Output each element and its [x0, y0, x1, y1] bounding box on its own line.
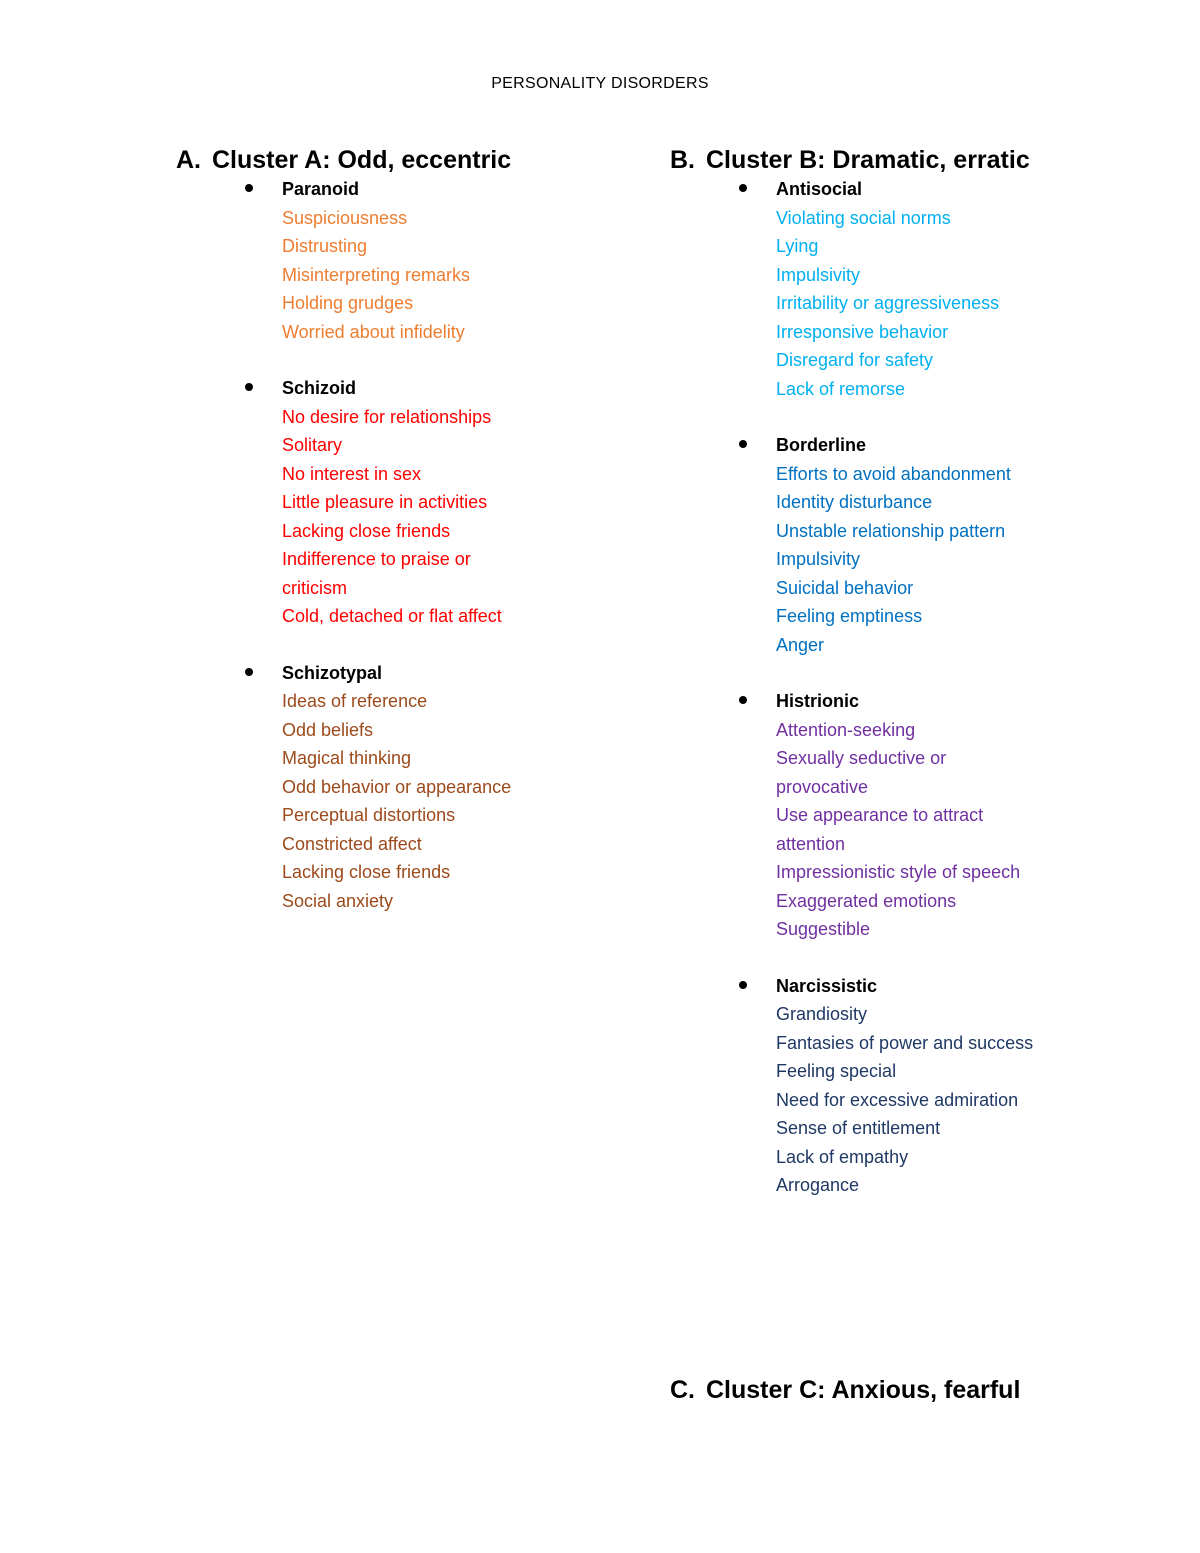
disorder-name-narcissistic: Narcissistic: [776, 972, 1090, 1001]
trait-item: Identity disturbance: [776, 492, 933, 512]
trait-item: Attention-seeking: [776, 719, 916, 740]
trait-list-schizotypal: [282, 687, 596, 915]
trait-item: Suicidal behavior: [776, 577, 914, 598]
trait-item: Impulsivity: [776, 549, 861, 569]
trait-item: No interest in sex: [282, 463, 422, 484]
trait-item: Indifference to praise or: [282, 549, 471, 569]
trait-list-borderline: [776, 460, 1090, 660]
trait-item: Disregard for safety: [776, 350, 934, 370]
trait-item: Holding grudges: [282, 293, 414, 313]
cluster-a-heading: [176, 145, 596, 175]
disorder-name-histrionic: Histrionic: [776, 687, 1090, 716]
trait-item: Fantasies of power and success: [776, 1032, 1034, 1053]
trait-item: Need for excessive admiration: [776, 1089, 1019, 1110]
trait-item: Constricted affect: [282, 833, 422, 854]
trait-item: Violating social norms: [776, 207, 951, 228]
bullet-icon: [245, 184, 253, 192]
trait-item: Arrogance: [776, 1175, 860, 1195]
trait-item: Perceptual distortions: [282, 805, 456, 825]
trait-item: Irresponsive behavior: [776, 321, 949, 342]
trait-item: Sense of entitlement: [776, 1118, 941, 1138]
cluster-c: [670, 1375, 1090, 1405]
bullet-icon: [739, 184, 747, 192]
cluster-a-letter: A.: [176, 146, 201, 174]
cluster-b-title: Cluster B: Dramatic, erratic: [706, 146, 1030, 174]
trait-item: Feeling special: [776, 1061, 897, 1081]
trait-item: Worried about infidelity: [282, 321, 465, 342]
trait-item: Ideas of reference: [282, 691, 428, 711]
trait-item: Anger: [776, 634, 825, 655]
trait-item: Little pleasure in activities: [282, 492, 488, 512]
trait-item: criticism: [282, 577, 347, 598]
cluster-c-heading: [670, 1375, 1090, 1405]
trait-item: Cold, detached or flat affect: [282, 606, 502, 626]
cluster-b-heading: [670, 145, 1090, 175]
trait-item: Efforts to avoid abandonment: [776, 463, 1011, 484]
trait-item: Distrusting: [282, 236, 368, 256]
trait-item: Odd beliefs: [282, 719, 374, 740]
bullet-icon: [739, 440, 747, 448]
trait-item: Lacking close friends: [282, 862, 451, 882]
disorder-name-schizoid: Schizoid: [282, 374, 596, 403]
trait-item: Magical thinking: [282, 748, 412, 768]
trait-item: Exaggerated emotions: [776, 890, 957, 911]
cluster-b: [670, 145, 1090, 1228]
trait-item: Sexually seductive or: [776, 748, 947, 768]
trait-item: Social anxiety: [282, 890, 394, 911]
trait-list-paranoid: [282, 204, 596, 347]
trait-list-narcissistic: [776, 1000, 1090, 1200]
disorder-histrionic: [670, 687, 1090, 944]
trait-item: Impressionistic style of speech: [776, 862, 1021, 882]
trait-item: Unstable relationship pattern: [776, 520, 1006, 541]
disorder-schizoid: [176, 374, 596, 631]
trait-list-antisocial: [776, 204, 1090, 404]
disorder-name-paranoid: Paranoid: [282, 175, 596, 204]
cluster-c-letter: C.: [670, 1376, 695, 1404]
bullet-icon: [245, 668, 253, 676]
bullet-icon: [739, 981, 747, 989]
disorder-name-schizotypal: Schizotypal: [282, 659, 596, 688]
trait-item: Lack of remorse: [776, 378, 906, 399]
trait-item: attention: [776, 833, 846, 854]
disorder-antisocial: [670, 175, 1090, 403]
cluster-a: [176, 145, 596, 943]
bullet-icon: [739, 696, 747, 704]
trait-item: No desire for relationships: [282, 406, 492, 427]
trait-item: Odd behavior or appearance: [282, 776, 512, 797]
trait-item: Misinterpreting remarks: [282, 264, 471, 285]
trait-item: Feeling emptiness: [776, 606, 923, 626]
cluster-c-title: Cluster C: Anxious, fearful: [706, 1376, 1021, 1404]
page-title: PERSONALITY DISORDERS: [491, 75, 709, 92]
trait-item: Lying: [776, 236, 819, 256]
disorder-borderline: [670, 431, 1090, 659]
trait-item: Lack of empathy: [776, 1146, 909, 1167]
trait-list-histrionic: [776, 716, 1090, 944]
trait-item: Lacking close friends: [282, 520, 451, 541]
cluster-a-title: Cluster A: Odd, eccentric: [212, 146, 512, 174]
disorder-schizotypal: [176, 659, 596, 916]
disorder-name-borderline: Borderline: [776, 431, 1090, 460]
bullet-icon: [245, 383, 253, 391]
disorder-paranoid: [176, 175, 596, 346]
trait-item: Solitary: [282, 435, 343, 455]
disorder-name-antisocial: Antisocial: [776, 175, 1090, 204]
trait-list-schizoid: [282, 403, 596, 631]
disorder-narcissistic: [670, 972, 1090, 1200]
trait-item: Suspiciousness: [282, 207, 408, 228]
cluster-b-letter: B.: [670, 146, 695, 174]
trait-item: Irritability or aggressiveness: [776, 293, 1000, 313]
trait-item: Suggestible: [776, 919, 871, 939]
trait-item: provocative: [776, 776, 869, 797]
trait-item: Grandiosity: [776, 1004, 868, 1024]
trait-item: Impulsivity: [776, 264, 861, 285]
trait-item: Use appearance to attract: [776, 805, 984, 825]
